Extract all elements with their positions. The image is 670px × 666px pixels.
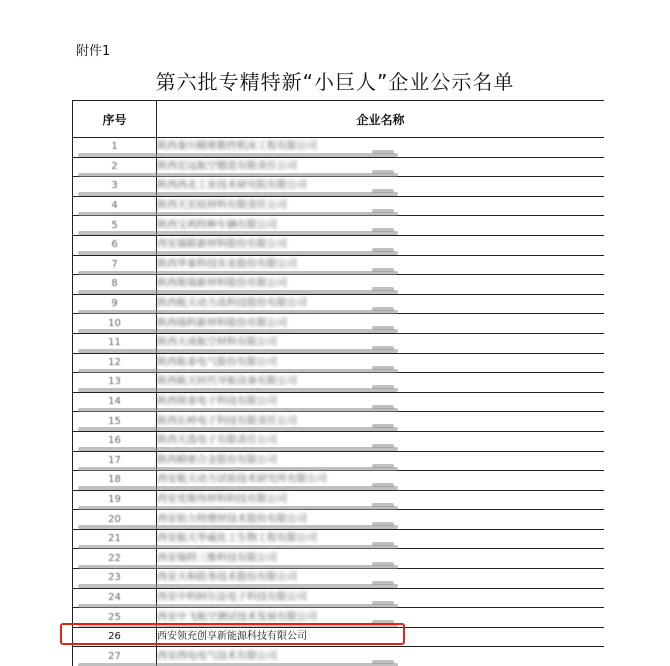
serial-number-cell: 17 [73,451,157,471]
serial-number-cell: 22 [73,549,157,569]
company-name-cell: 陕西航天时代导航设备有限公司 [157,373,605,393]
serial-number-cell: 11 [73,333,157,353]
serial-number-cell: 21 [73,529,157,549]
company-name-cell: 陕西宝鸡特种车辆有限公司 [157,216,605,236]
serial-number-cell: 3 [73,177,157,197]
company-name-cell: 陕西天宏硅材料有限责任公司 [157,196,605,216]
table-row [73,451,605,471]
company-name-cell: 西安航天华威化工生物工程有限公司 [157,529,605,549]
serial-number-cell: 23 [73,569,157,589]
table-row [73,569,605,589]
company-name-cell: 西安瑞联新材料股份有限公司 [157,235,605,255]
company-name-cell: 陕西精密合金股份有限公司 [157,451,605,471]
attachment-label: 附件1 [76,44,111,59]
serial-number-cell: 2 [73,157,157,177]
company-name-cell: 西安中飞航空测试技术发展有限公司 [157,608,605,628]
table-row [73,255,605,275]
company-list-table-container [72,100,604,666]
serial-number-cell: 18 [73,471,157,491]
table-row [73,490,605,510]
serial-number-cell: 5 [73,216,157,236]
table-row [73,157,605,177]
company-name-cell: 西安瑞特三维科技有限公司 [157,549,605,569]
table-row [73,314,605,334]
table-row [73,529,605,549]
company-name-cell: 西安奕斯伟材料科技有限公司 [157,490,605,510]
table-body [73,138,605,666]
serial-number-cell: 24 [73,588,157,608]
serial-number-cell: 14 [73,392,157,412]
serial-number-cell: 1 [73,138,157,158]
table-row [73,216,605,236]
company-name-cell: 陕西天成航空材料有限公司 [157,333,605,353]
serial-number-cell: 26 [73,627,157,647]
header-serial-number: 序号 [73,101,157,138]
serial-number-cell: 27 [73,647,157,666]
company-name-cell: 陕西秦川精密数控机床工程有限公司 [157,138,605,158]
serial-number-cell: 7 [73,255,157,275]
serial-number-cell: 12 [73,353,157,373]
serial-number-cell: 25 [73,608,157,628]
serial-number-cell: 16 [73,431,157,451]
company-name-cell: 陕西铭泰电子科技有限公司 [157,392,605,412]
table-row [73,510,605,530]
serial-number-cell: 4 [73,196,157,216]
table-row [73,333,605,353]
company-name-cell: 西安天和防务技术股份有限公司 [157,569,605,589]
serial-number-cell: 15 [73,412,157,432]
table-row [73,196,605,216]
table-row-highlighted [73,627,605,647]
company-name-cell: 陕西天选电子有限责任公司 [157,431,605,451]
company-name-cell: 陕西西北工业技术研究院有限公司 [157,177,605,197]
company-name-cell: 西安西电电气技术有限公司 [157,647,605,666]
company-name-cell: 陕西斯瑞新材料股份有限公司 [157,275,605,295]
company-name-cell: 西安航天动力试验技术研究所有限公司 [157,471,605,491]
serial-number-cell: 9 [73,294,157,314]
table-row [73,177,605,197]
company-name-cell: 陕西宏远航空锻造有限责任公司 [157,157,605,177]
table-row [73,588,605,608]
table-row [73,275,605,295]
serial-number-cell: 20 [73,510,157,530]
serial-number-cell: 6 [73,235,157,255]
table-row [73,294,605,314]
table-row [73,431,605,451]
company-name-cell: 西安铂力特增材技术股份有限公司 [157,510,605,530]
table-row [73,647,605,666]
serial-number-cell: 13 [73,373,157,393]
company-name-cell: 西安领充创享新能源科技有限公司 [157,627,605,647]
table-row [73,412,605,432]
table-row [73,138,605,158]
table-row [73,353,605,373]
serial-number-cell: 10 [73,314,157,334]
document-title: 第六批专精特新“小巨人”企业公示名单 [155,70,515,94]
company-name-cell: 陕西航天动力高科技股份有限公司 [157,294,605,314]
company-name-cell: 西安中科阿尔法电子科技有限公司 [157,588,605,608]
company-name-cell: 陕西航泰电气股份有限公司 [157,353,605,373]
table-row [73,373,605,393]
serial-number-cell: 8 [73,275,157,295]
table-row [73,235,605,255]
header-company-name: 企业名称 [157,101,605,138]
company-name-cell: 陕西长岭电子科技有限责任公司 [157,412,605,432]
company-name-cell: 陕西瑞科新材料股份有限公司 [157,314,605,334]
table-row [73,549,605,569]
table-row [73,392,605,412]
serial-number-cell: 19 [73,490,157,510]
table-header-row [73,101,605,138]
table-row [73,608,605,628]
table-row [73,471,605,491]
company-name-cell: 陕西华秦科技实业股份有限公司 [157,255,605,275]
company-list-table [72,100,604,666]
